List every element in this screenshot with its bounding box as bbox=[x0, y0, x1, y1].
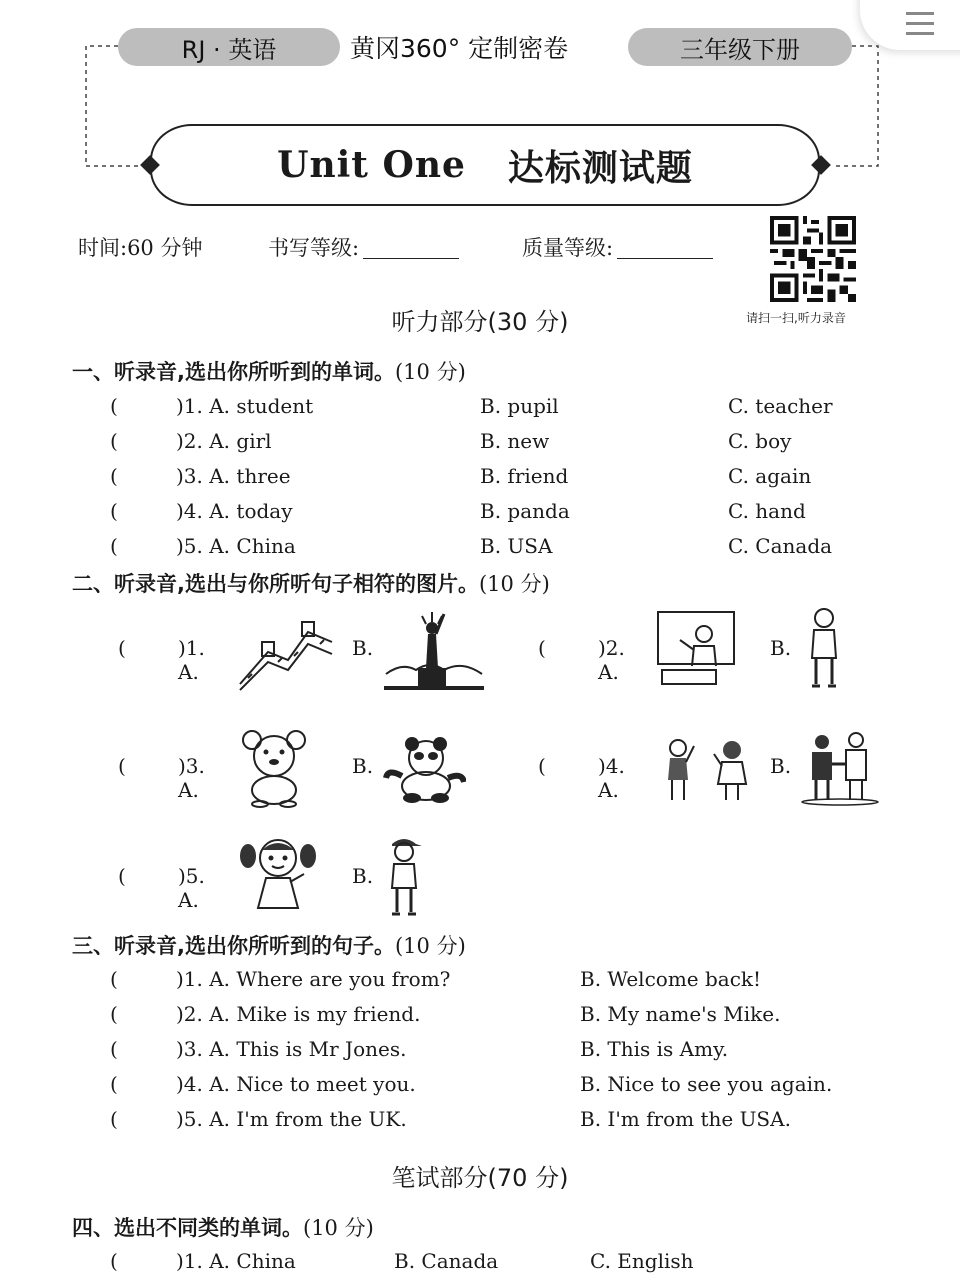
two-children-waving-picture[interactable] bbox=[656, 734, 764, 804]
unit-title: Unit One bbox=[277, 144, 466, 186]
answer-paren[interactable]: ( bbox=[110, 464, 118, 488]
list-item bbox=[0, 964, 960, 994]
option-a: )1. A. Where are you from? bbox=[176, 967, 451, 991]
bear-picture[interactable] bbox=[238, 728, 310, 808]
option-a: )2. A. girl bbox=[176, 429, 272, 453]
list-item bbox=[0, 1246, 960, 1276]
question-3-points: (10 分) bbox=[394, 934, 466, 958]
answer-paren[interactable]: ( bbox=[538, 754, 546, 778]
answer-paren[interactable]: ( bbox=[110, 1002, 118, 1026]
question-1-title: 一、听录音,选出你所听到的单词。 bbox=[72, 360, 395, 384]
option-a: )4. A. Nice to meet you. bbox=[176, 1072, 416, 1096]
option-b: B. panda bbox=[480, 499, 570, 523]
option-b-label: B. bbox=[352, 754, 374, 778]
girl-picture[interactable] bbox=[238, 834, 318, 916]
option-b-label: B. bbox=[352, 864, 374, 888]
option-c: C. hand bbox=[728, 499, 806, 523]
option-a: )1. A. China bbox=[176, 1249, 296, 1273]
question-3-title: 三、听录音,选出你所听到的句子。 bbox=[72, 934, 395, 958]
option-b: B. Canada bbox=[394, 1249, 499, 1273]
boy-with-cap-picture[interactable] bbox=[384, 834, 424, 918]
answer-paren[interactable]: ( bbox=[110, 967, 118, 991]
question-1-points: (10 分) bbox=[394, 360, 466, 384]
answer-paren[interactable]: ( bbox=[110, 1249, 118, 1273]
list-item bbox=[0, 1069, 960, 1099]
option-b: B. USA bbox=[480, 534, 553, 558]
list-item bbox=[0, 496, 960, 526]
answer-paren[interactable]: ( bbox=[118, 636, 126, 660]
option-a: )3. A. This is Mr Jones. bbox=[176, 1037, 407, 1061]
option-b: B. pupil bbox=[480, 394, 559, 418]
option-b-label: B. bbox=[770, 754, 792, 778]
option-c: C. Canada bbox=[728, 534, 833, 558]
option-b: B. Nice to see you again. bbox=[580, 1072, 833, 1096]
two-men-shaking-hands-picture[interactable] bbox=[800, 730, 880, 806]
answer-paren[interactable]: ( bbox=[118, 864, 126, 888]
answer-paren[interactable]: ( bbox=[110, 499, 118, 523]
subject-tag: RJ · 英语 bbox=[118, 28, 340, 66]
answer-paren[interactable]: ( bbox=[538, 636, 546, 660]
option-c: C. again bbox=[728, 464, 812, 488]
list-item bbox=[0, 999, 960, 1029]
question-2-title: 二、听录音,选出与你所听句子相符的图片。 bbox=[72, 572, 479, 596]
item-label: )2. A. bbox=[598, 636, 625, 684]
option-a: )1. A. student bbox=[176, 394, 314, 418]
test-subtitle: 达标测试题 bbox=[507, 146, 693, 189]
option-c: C. teacher bbox=[728, 394, 833, 418]
writing-grade bbox=[268, 232, 459, 262]
option-a: )2. A. Mike is my friend. bbox=[176, 1002, 421, 1026]
answer-paren[interactable]: ( bbox=[110, 1037, 118, 1061]
option-b: B. Welcome back! bbox=[580, 967, 762, 991]
option-a: )3. A. three bbox=[176, 464, 291, 488]
list-item bbox=[0, 1034, 960, 1064]
list-item bbox=[0, 391, 960, 421]
question-3-heading bbox=[72, 930, 466, 960]
item-label: )4. A. bbox=[598, 754, 625, 802]
written-section-heading: 笔试部分(70 分) bbox=[391, 1164, 569, 1192]
option-a: )5. A. China bbox=[176, 534, 296, 558]
option-b: B. I'm from the USA. bbox=[580, 1107, 791, 1131]
boy-with-backpack-picture[interactable] bbox=[804, 606, 844, 692]
item-label: )1. A. bbox=[178, 636, 205, 684]
question-2-heading bbox=[72, 568, 550, 598]
question-1-heading bbox=[72, 356, 466, 386]
list-item bbox=[0, 531, 960, 561]
question-4-title: 四、选出不同类的单词。 bbox=[72, 1216, 303, 1240]
qr-code[interactable] bbox=[770, 216, 856, 302]
option-b-label: B. bbox=[770, 636, 792, 660]
option-c: C. boy bbox=[728, 429, 792, 453]
answer-paren[interactable]: ( bbox=[118, 754, 126, 778]
quality-grade bbox=[522, 232, 713, 262]
answer-paren[interactable]: ( bbox=[110, 1107, 118, 1131]
option-b: B. My name's Mike. bbox=[580, 1002, 781, 1026]
qr-caption: 请扫一扫,听力录音 bbox=[746, 311, 846, 325]
question-4-points: (10 分) bbox=[303, 1216, 374, 1240]
statue-of-liberty-picture[interactable] bbox=[382, 604, 486, 692]
listening-section-heading: 听力部分(30 分) bbox=[391, 308, 569, 336]
question-2-points: (10 分) bbox=[478, 572, 550, 596]
item-label: )5. A. bbox=[178, 864, 205, 912]
option-c: C. English bbox=[590, 1249, 694, 1273]
option-b: B. This is Amy. bbox=[580, 1037, 729, 1061]
teacher-picture[interactable] bbox=[656, 610, 738, 690]
writing-grade-blank bbox=[363, 258, 459, 259]
option-b: B. friend bbox=[480, 464, 569, 488]
writing-grade-label: 书写等级: bbox=[268, 236, 360, 260]
great-wall-picture[interactable] bbox=[238, 612, 334, 692]
quality-grade-blank bbox=[617, 258, 713, 259]
answer-paren[interactable]: ( bbox=[110, 429, 118, 453]
answer-paren[interactable]: ( bbox=[110, 534, 118, 558]
option-a: )4. A. today bbox=[176, 499, 293, 523]
question-4-heading bbox=[72, 1212, 374, 1242]
list-item bbox=[0, 461, 960, 491]
option-b-label: B. bbox=[352, 636, 374, 660]
list-item bbox=[0, 1104, 960, 1134]
answer-paren[interactable]: ( bbox=[110, 394, 118, 418]
answer-paren[interactable]: ( bbox=[110, 1072, 118, 1096]
option-a: )5. A. I'm from the UK. bbox=[176, 1107, 407, 1131]
panda-picture[interactable] bbox=[382, 732, 466, 804]
list-item bbox=[0, 426, 960, 456]
grade-tag: 三年级下册 bbox=[628, 28, 852, 66]
time-limit: 时间:60 分钟 bbox=[78, 236, 203, 260]
page-title bbox=[150, 124, 820, 206]
brand-title: 黄冈360° 定制密卷 bbox=[350, 34, 569, 63]
option-b: B. new bbox=[480, 429, 550, 453]
item-label: )3. A. bbox=[178, 754, 205, 802]
quality-grade-label: 质量等级: bbox=[522, 236, 614, 260]
